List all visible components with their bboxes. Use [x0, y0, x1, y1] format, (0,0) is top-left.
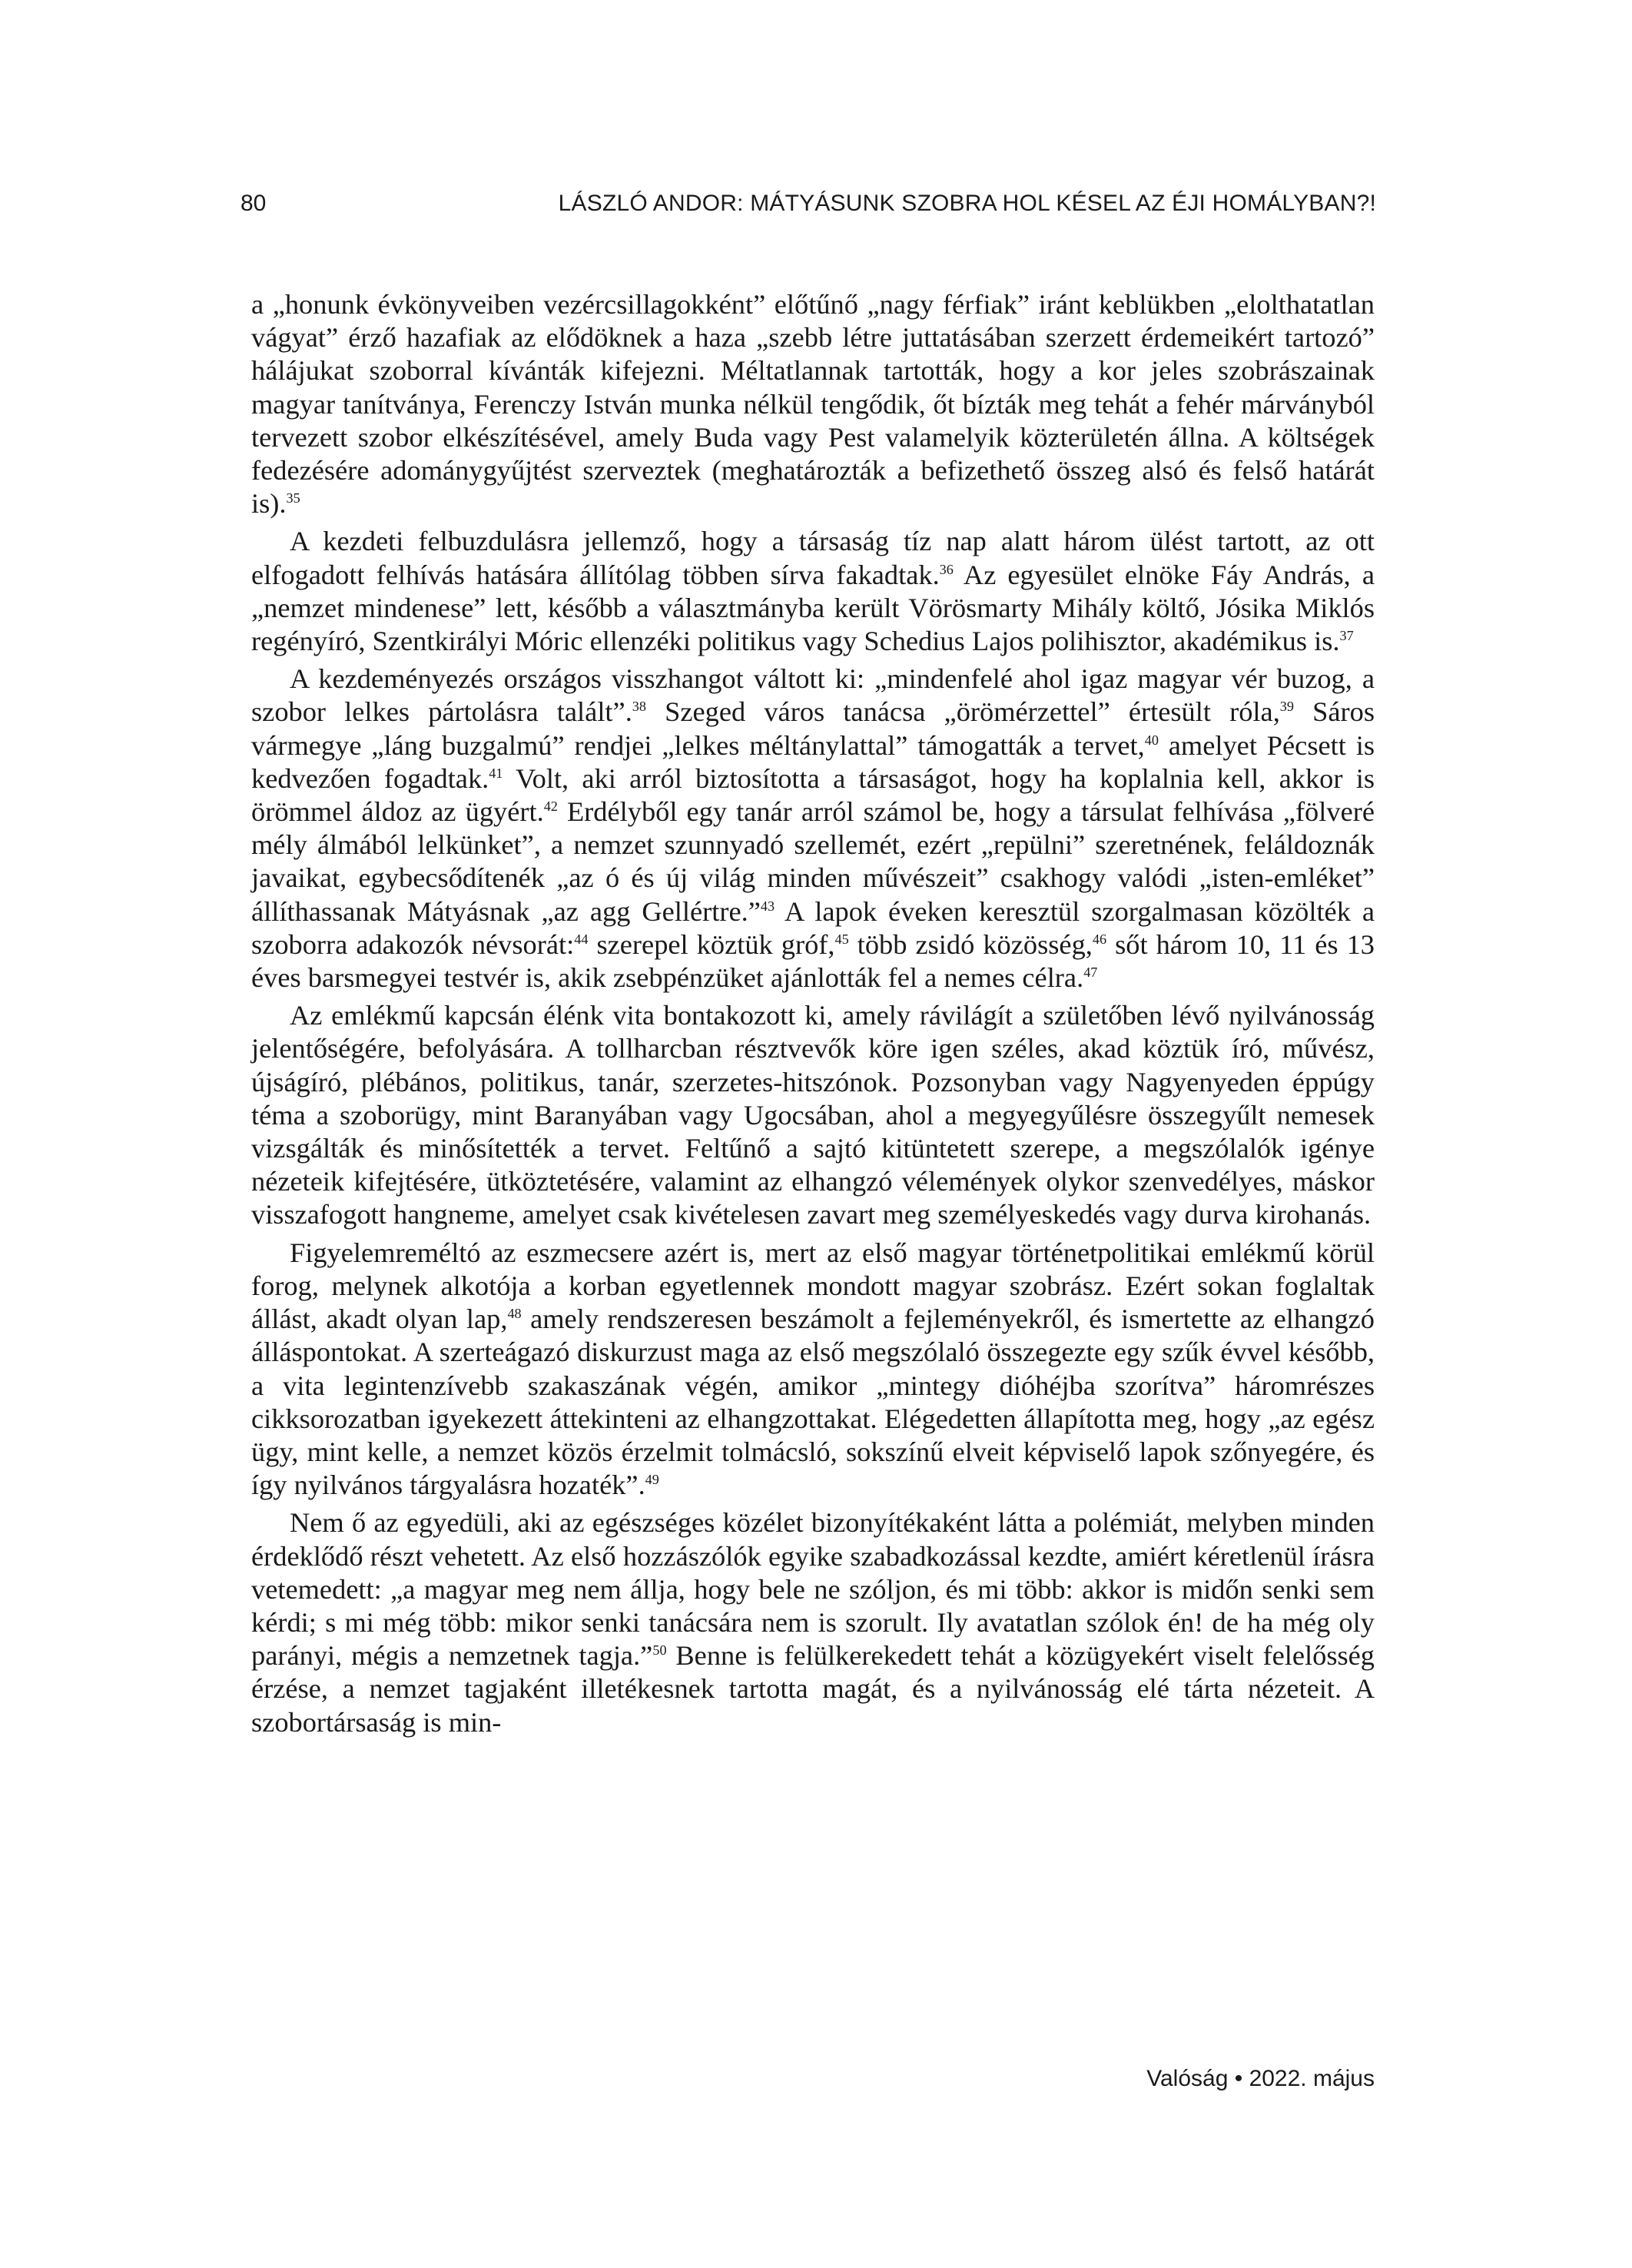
text-run: amely rendszeresen beszámolt a fejleményekről, és ismertette az elhangzó álláspontokat. A szerteágazó diskurzust maga az első megszólaló összegezte egy szűk évvel később, a vita legintenzívebb szakaszának végén, amikor „mintegy dióhéjba szorítva” háromrészes cikksorozatban igyekezett áttekinteni az elhangzottakat. Elégedetten állapította meg, hogy „az egész ügy, mint kelle, a nemzet közös érzelmit tolmácsló, sokszínű elveit képviselő lapok szőnyegére, és így nyilvános tárgyalásra hozaték”.	[251, 1303, 1375, 1501]
text-run: Sáros vármegye „láng buzgalmú” rendjei „lelkes méltánylattal” támogatták a tervet,	[251, 696, 1375, 761]
journal-issue: Valóság • 2022. május	[1146, 2066, 1375, 2091]
text-run: a „honunk évkönyveiben vezércsillagokként” előtűnő „nagy férfiak” iránt keblükben „elolthatatlan vágyat” érző hazafiak az elődöknek a haza „szebb létre juttatásában szerzett érdemeikért tartozó” hálájukat szoborral kívánták kifejezni. Méltatlannak tartották, hogy a kor jeles szobrászainak magyar tanítványa, Ferenczy István munka nélkül tengődik, őt bízták meg tehát a fehér márványból tervezett szobor elkészítésével, amely Buda vagy Pest valamelyik közterületén állna. A költségek fedezésére adománygyűjtést szerveztek (meghatározták a befizethető összeg alsó és felső határát is).	[251, 289, 1375, 520]
paragraph	[251, 999, 1375, 1231]
footnote-ref: 39	[1279, 699, 1294, 715]
footnote-ref: 43	[760, 898, 775, 914]
page-header	[240, 183, 1376, 229]
footnote-ref: 45	[834, 931, 849, 947]
text-run: Volt, aki arról biztosította a társaságot, hogy ha koplalnia kell, akkor is örömmel áldoz az ügyért.	[251, 762, 1375, 828]
text-run: Az egyesület elnöke Fáy András, a „nemzet mindenese” lett, később a választmányba került Vörösmarty Mihály költő, Jósika Miklós regényíró, Szentkirályi Móric ellenzéki politikus vagy Schedius Lajos polihisztor, akadémikus is.	[251, 559, 1375, 657]
paragraph	[251, 288, 1375, 520]
footnote-ref: 49	[645, 1471, 659, 1487]
page-footer	[1146, 2066, 1375, 2092]
article-body	[251, 288, 1375, 1739]
paragraph	[251, 525, 1375, 658]
text-run: sőt három 10, 11 és 13 éves barsmegyei testvér is, akik zsebpénzüket ajánlották fel a nemes célra.	[251, 928, 1375, 994]
footnote-ref: 35	[286, 490, 300, 506]
text-run: Benne is felülkerekedett tehát a közügyekért viselt felelősség érzése, a nemzet tagjaként illetékesnek tartotta magát, és a nyilvánosság elé tárta nézeteit. A szobortársaság is min-	[251, 1640, 1375, 1738]
footnote-ref: 37	[1339, 627, 1354, 643]
text-run: Szeged város tanácsa „örömérzettel” értesült róla,	[645, 696, 1280, 728]
text-run: Az emlékmű kapcsán élénk vita bontakozott ki, amely rávilágít a születőben lévő nyilvánosság jelentőségére, befolyására. A tollharcban résztvevők köre igen széles, akad köztük író, művész, újságíró, plébános, politikus, tanár, szerzetes-hitszónok. Pozsonyban vagy Nagyenyeden éppúgy téma a szoborügy, mint Baranyában vagy Ugocsában, ahol a megyegyűlésre összegyűlt nemesek vizsgálták és minősítették a tervet. Feltűnő a sajtó kitüntetett szerepe, a megszólalók igénye nézeteik kifejtésére, ütköztetésére, valamint az elhangzó vélemények olykor szenvedélyes, máskor visszafogott hangneme, amelyet csak kivételesen zavart meg személyeskedés vagy durva kirohanás.	[251, 1000, 1375, 1230]
footnote-ref: 41	[489, 765, 503, 781]
text-run: Figyelemreméltó az eszmecsere azért is, mert az első magyar történetpolitikai emlékmű körül forog, melynek alkotója a korban egyetlennek mondott magyar szobrász. Ezért sokan foglaltak állást, akadt olyan lap,	[251, 1237, 1375, 1335]
text-run: szerepel köztük gróf,	[588, 928, 835, 960]
paragraph	[251, 662, 1375, 995]
text-run: A kezdeti felbuzdulásra jellemző, hogy a társaság tíz nap alatt három ülést tartott, az ott elfogadott felhívás hatására állítólag többen sírva fakadtak.	[251, 526, 1375, 590]
page-number: 80	[240, 191, 267, 216]
footnote-ref: 47	[1083, 964, 1098, 980]
footnote-ref: 48	[507, 1305, 522, 1321]
footnote-ref: 36	[939, 561, 954, 577]
footnote-ref: 38	[632, 699, 646, 715]
text-run: Erdélyből egy tanár arról számol be, hogy a társulat felhívása „fölveré mély álmából lelkünket”, a nemzet szunnyadó szellemét, ezért „repülni” szeretnének, feláldoznák javaikat, egybecsődítenék „az ó és új világ minden művészeit” csakhogy valódi „isten-emléket” állíthassanak Mátyásnak „az agg Gellértre.”	[251, 796, 1375, 927]
paragraph	[251, 1237, 1375, 1503]
running-title: LÁSZLÓ ANDOR: MÁTYÁSUNK SZOBRA HOL KÉSEL AZ ÉJI HOMÁLYBAN?!	[558, 191, 1376, 216]
footnote-ref: 50	[652, 1642, 667, 1658]
text-run: A lapok éveken keresztül szorgalmasan közölték a szoborra adakozók névsorát:	[251, 895, 1375, 960]
text-run: Nem ő az egyedüli, aki az egészséges közélet bizonyítékaként látta a polémiát, melyben minden érdeklődő részt vehetett. Az első hozzászólók egyike szabadkozással kezdte, amiért kéretlenül írásra vetemedett: „a magyar meg nem állja, hogy bele ne szóljon, és mi több: akkor is midőn senki sem kérdi; s mi még több: mikor senki tanácsára nem is szorult. Ily avatatlan szólok én! de ha még oly parányi, mégis a nemzetnek tagja.”	[251, 1507, 1375, 1672]
footnote-ref: 46	[1092, 931, 1107, 947]
text-run: A kezdeményezés országos visszhangot váltott ki: „mindenfelé ahol igaz magyar vér buzog, a szobor lelkes pártolásra talált”.	[251, 663, 1375, 728]
paragraph	[251, 1506, 1375, 1738]
text-run: több zsidó közösség,	[848, 928, 1093, 960]
footnote-ref: 42	[543, 798, 558, 814]
footnote-ref: 44	[574, 931, 589, 947]
text-run: amelyet Pécsett is kedvezően fogadtak.	[251, 729, 1375, 794]
footnote-ref: 40	[1144, 732, 1159, 748]
